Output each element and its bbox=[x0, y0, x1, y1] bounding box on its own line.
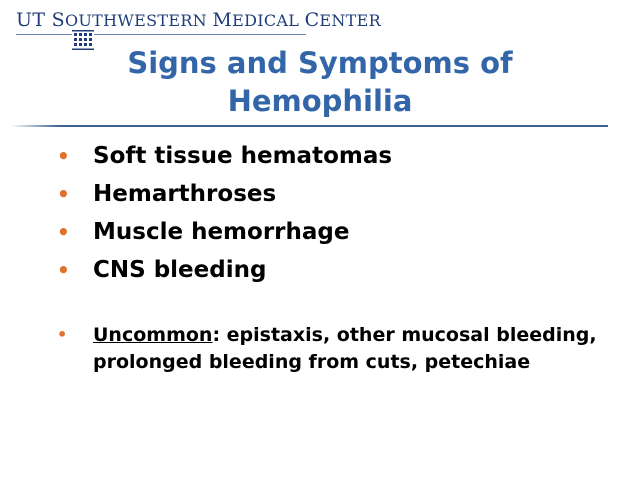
institution-logo-text: UT SOUTHWESTERN MEDICAL CENTER bbox=[16, 9, 381, 31]
uncommon-symptoms-note bbox=[55, 322, 615, 376]
list-item bbox=[55, 251, 615, 289]
bullet-icon: • bbox=[57, 325, 68, 344]
list-item-text: Hemarthroses bbox=[93, 181, 277, 207]
note-term: Uncommon bbox=[93, 324, 213, 346]
bullet-icon: • bbox=[57, 144, 70, 168]
list-item bbox=[55, 175, 615, 213]
bullet-icon: • bbox=[57, 220, 70, 244]
note-text bbox=[55, 322, 615, 376]
list-item-text: Soft tissue hematomas bbox=[93, 143, 393, 169]
slide-title-line-1: Signs and Symptoms of bbox=[127, 46, 513, 80]
list-item-text: CNS bleeding bbox=[93, 257, 267, 283]
list-item-text: Muscle hemorrhage bbox=[93, 219, 350, 245]
title-divider bbox=[60, 125, 608, 127]
list-item bbox=[55, 213, 615, 251]
note-body: : epistaxis, other mucosal bleeding, prolonged bleeding from cuts, petechiae bbox=[93, 324, 597, 373]
bullet-icon: • bbox=[57, 258, 70, 282]
list-item bbox=[55, 137, 615, 175]
slide-title bbox=[90, 44, 550, 120]
logo-underline bbox=[16, 34, 306, 35]
title-divider-fade bbox=[10, 125, 60, 127]
bullet-icon: • bbox=[57, 182, 70, 206]
slide-title-line-2: Hemophilia bbox=[227, 84, 413, 118]
symptom-list bbox=[55, 137, 615, 289]
